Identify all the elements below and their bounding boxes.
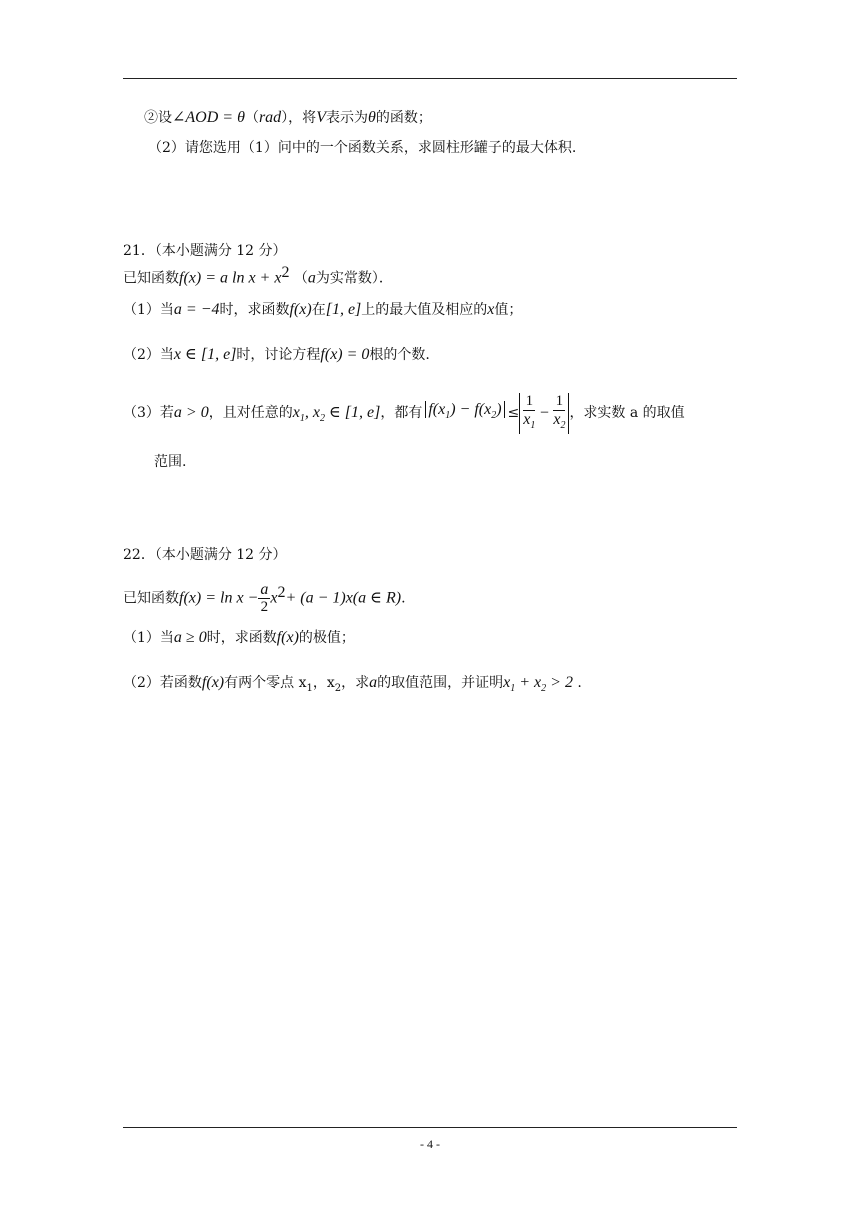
q21-part-3: （3）若a > 0，且对任意的$x_1$, $x_2$ ∈ [1, e]，都有 $f(x_1) - f(x_2)$ ≤ $\frac{1}{x_1}$ − $\frac{1}{x_2}$ ，求实数 a 的取值: [123, 390, 685, 439]
page-number: - 4 -: [420, 1137, 440, 1151]
q21-part-1: （1）当a = −4时，求函数f(x)在[1, e]上的最大值及相应的x值；: [123, 301, 523, 318]
header-rule: [123, 78, 737, 79]
prev-part-2: ②设∠AOD = θ（rad），将V表示为θ的函数；: [144, 109, 432, 126]
q21-stem: 已知函数f(x) = a $\ln x + x^2$ （a为实常数）．: [123, 264, 393, 287]
q21-part-3-continued: 范围.: [154, 454, 187, 470]
footer-rule: [123, 1127, 737, 1128]
q22-part-2: （2）若函数f(x)有两个零点 $x_1$，$x_2$，求a的取值范围，并证明$x_1 + x_2 > 2$ .: [123, 674, 582, 695]
q22-header: 22．（本小题满分 12 分）: [123, 547, 287, 563]
q21-part-2: （2）当x ∈ [1, e]时，讨论方程f(x) = 0根的个数.: [123, 346, 430, 363]
q22-part-1: （1）当a ≥ 0时，求函数f(x)的极值；: [123, 629, 355, 646]
abs-diff-reciprocals: $\frac{1}{x_1}$ − $\frac{1}{x_2}$: [519, 393, 569, 434]
q21-header: 21．（本小题满分 12 分）: [123, 243, 287, 259]
prev-question-2: （2）请您选用（1）问中的一个函数关系，求圆柱形罐子的最大体积.: [148, 140, 577, 156]
q22-stem: 已知函数f(x) = ln x − $\frac{a}{2}$ $x^2+ (a - 1)x(a$ ∈ R).: [123, 581, 406, 616]
